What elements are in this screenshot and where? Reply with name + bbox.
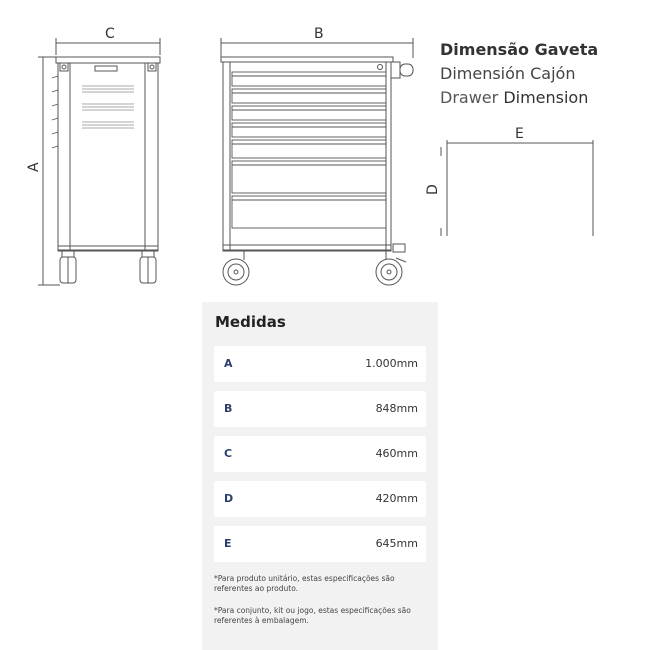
measurement-value: 420mm: [375, 492, 418, 505]
dim-label-a: A: [26, 162, 42, 172]
title-portuguese: Dimensão Gaveta: [440, 40, 599, 59]
measurement-value: 645mm: [375, 537, 418, 550]
measurement-row-d: [214, 481, 426, 517]
measurement-row-e: [214, 526, 426, 562]
front-view-cabinet: [221, 38, 413, 285]
dim-label-e: E: [515, 126, 524, 142]
measurement-value: 848mm: [375, 402, 418, 415]
measurement-value: 460mm: [375, 447, 418, 460]
drawer-dimension-titles: [440, 38, 598, 110]
dim-label-c: C: [105, 26, 115, 42]
measurements-panel: [202, 302, 438, 650]
measurement-value: 1.000mm: [365, 357, 418, 370]
title-spanish: Dimensión Cajón: [440, 64, 576, 83]
note-unit-product: *Para produto unitário, estas especificações são referentes ao produto.: [214, 574, 395, 593]
measurement-row-a: [214, 346, 426, 382]
measurement-key: D: [224, 492, 234, 505]
measurement-key: A: [224, 357, 233, 370]
measurement-row-b: [214, 391, 426, 427]
title-english: [440, 86, 598, 110]
measurement-key: B: [224, 402, 233, 415]
measurement-row-c: [214, 436, 426, 472]
side-view-cabinet: [38, 38, 160, 285]
measurements-title: Medidas: [215, 313, 286, 331]
measurement-key: E: [224, 537, 232, 550]
dim-label-d: D: [425, 184, 441, 195]
dim-label-b: B: [314, 26, 324, 42]
title-english-word1: Drawer: [440, 88, 499, 107]
drawer-dimension-drawing: [441, 140, 593, 236]
note-kit-packaging: *Para conjunto, kit ou jogo, estas especificações são referentes à embalagem.: [214, 606, 411, 625]
title-english-word2: Dimension: [503, 88, 589, 107]
measurement-key: C: [224, 447, 233, 460]
